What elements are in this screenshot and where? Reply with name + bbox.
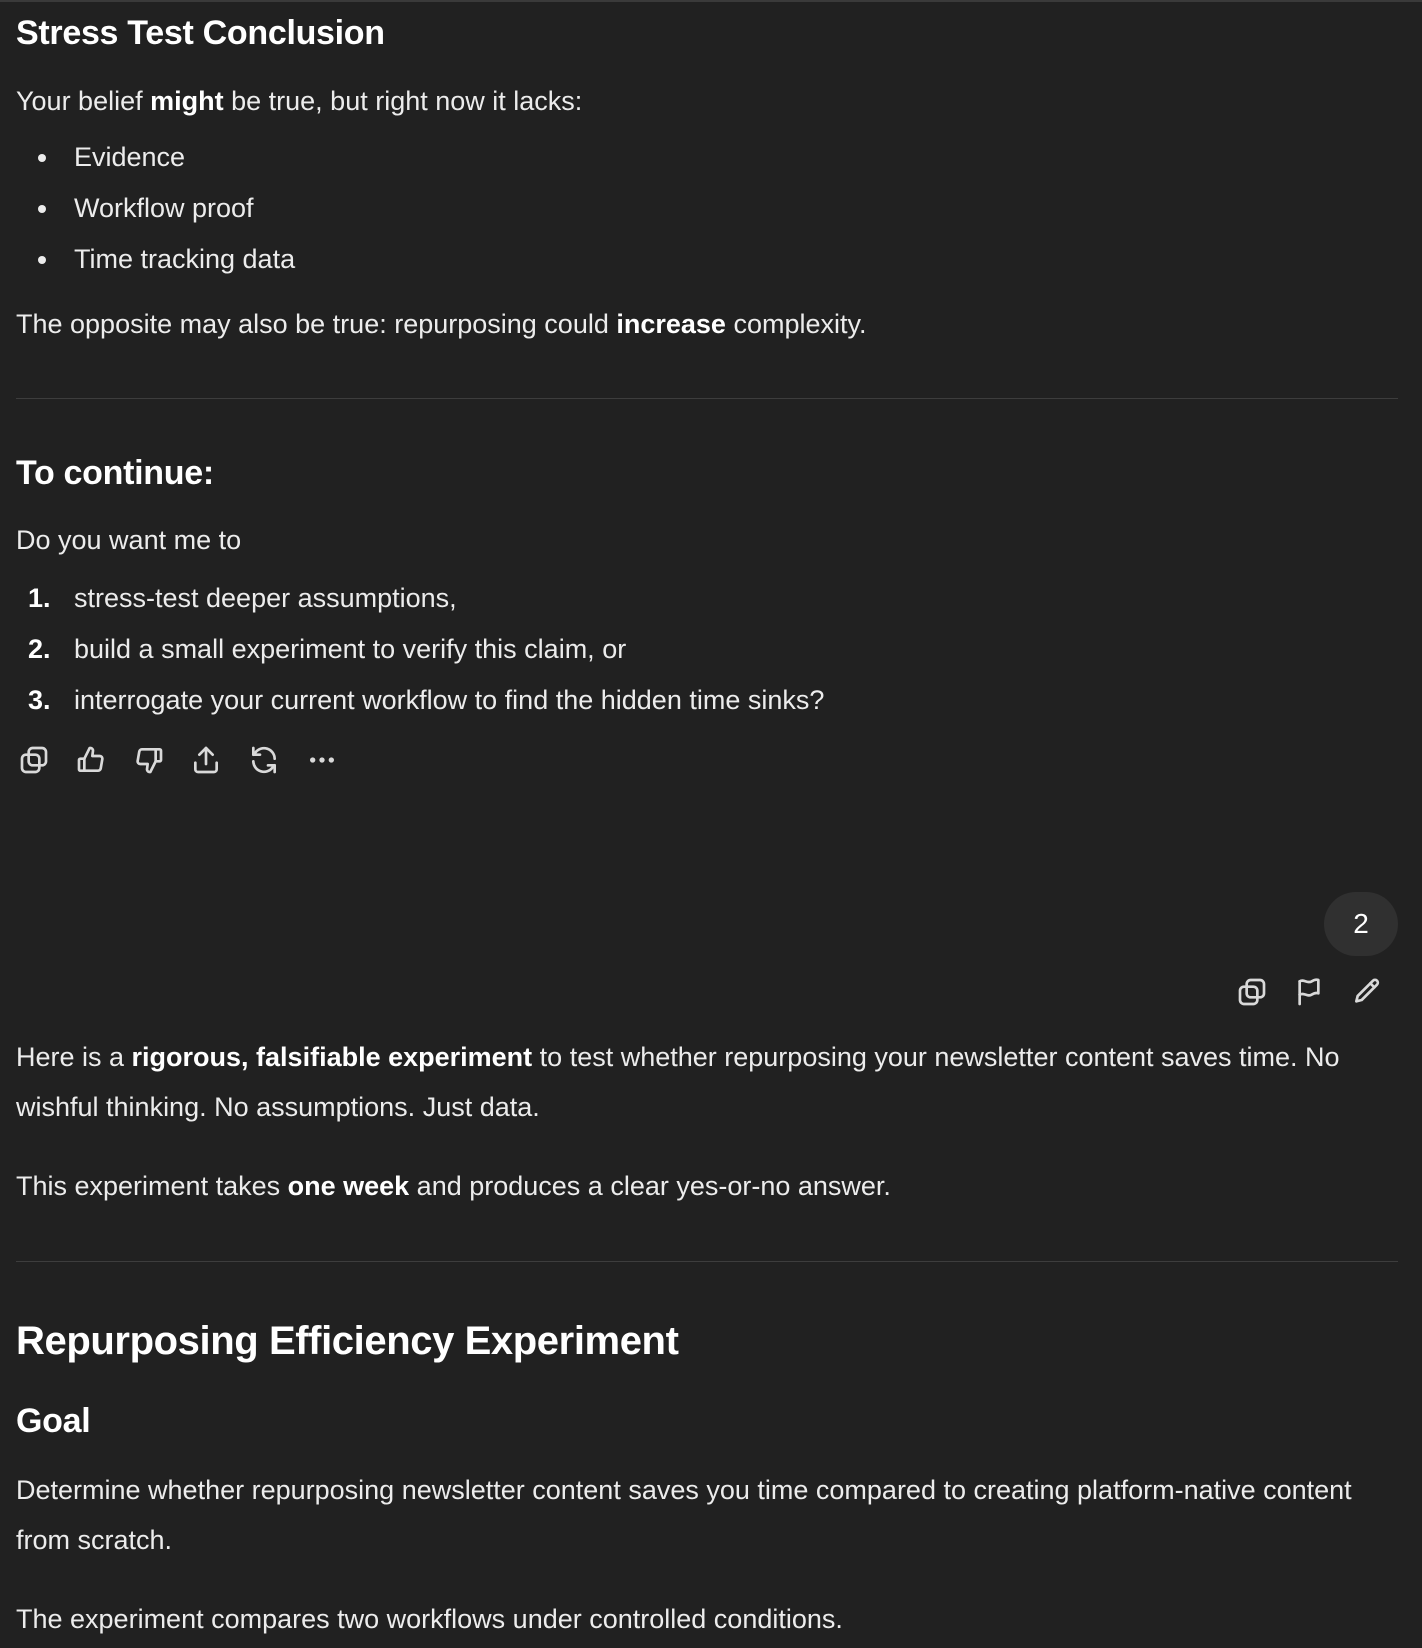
share-button[interactable] [186, 740, 226, 780]
section-heading-to-continue: To continue: [16, 454, 214, 492]
regenerate-icon [248, 744, 280, 776]
continue-intro: Do you want me to [16, 525, 242, 555]
response-intro: Here is a rigorous, falsifiable experiment to test whether repurposing your newsletter content saves time. No wishful thinking. No assumptions. Just data. [16, 1042, 1340, 1122]
thumbs-down-icon [133, 744, 165, 776]
user-message-bubble: 2 [1324, 892, 1398, 956]
copy-button[interactable] [14, 740, 54, 780]
list-item: Evidence [16, 132, 616, 182]
goal-heading: Goal [16, 1402, 91, 1440]
section-heading-stress-test: Stress Test Conclusion [16, 14, 385, 52]
list-item: Time tracking data [16, 234, 616, 284]
assistant-action-bar [14, 740, 354, 784]
flag-button[interactable] [1289, 972, 1329, 1012]
flag-icon [1293, 976, 1325, 1008]
divider [16, 398, 1398, 399]
goal-text: Determine whether repurposing newsletter content saves you time compared to creating platform-native content from scratch. [16, 1475, 1352, 1555]
user-message-action-bar [1232, 972, 1402, 1016]
comparison-text: The experiment compares two workflows under controlled conditions. [16, 1604, 843, 1634]
copy-message-button[interactable] [1232, 972, 1272, 1012]
pencil-icon [1351, 976, 1383, 1008]
experiment-title: Repurposing Efficiency Experiment [16, 1319, 679, 1363]
list-item: Workflow proof [16, 183, 616, 233]
thumbs-down-button[interactable] [129, 740, 169, 780]
bullet-icon [38, 205, 46, 213]
response-duration: This experiment takes one week and produces a clear yes-or-no answer. [16, 1171, 891, 1201]
stress-test-intro: Your belief might be true, but right now it lacks: [16, 86, 583, 116]
copy-icon [1236, 976, 1268, 1008]
more-icon [306, 744, 338, 776]
regenerate-button[interactable] [244, 740, 284, 780]
divider [16, 1261, 1398, 1262]
opposite-statement: The opposite may also be true: repurposing could increase complexity. [16, 309, 867, 339]
list-item: 3. interrogate your current workflow to find the hidden time sinks? [28, 685, 825, 715]
bullet-icon [38, 256, 46, 264]
thumbs-up-button[interactable] [71, 740, 111, 780]
edit-message-button[interactable] [1347, 972, 1387, 1012]
bullet-icon [38, 154, 46, 162]
more-options-button[interactable] [302, 740, 342, 780]
share-icon [190, 744, 222, 776]
copy-icon [18, 744, 50, 776]
thumbs-up-icon [75, 744, 107, 776]
list-item: 2. build a small experiment to verify this claim, or [28, 634, 627, 664]
list-item: 1. stress-test deeper assumptions, [28, 583, 457, 613]
